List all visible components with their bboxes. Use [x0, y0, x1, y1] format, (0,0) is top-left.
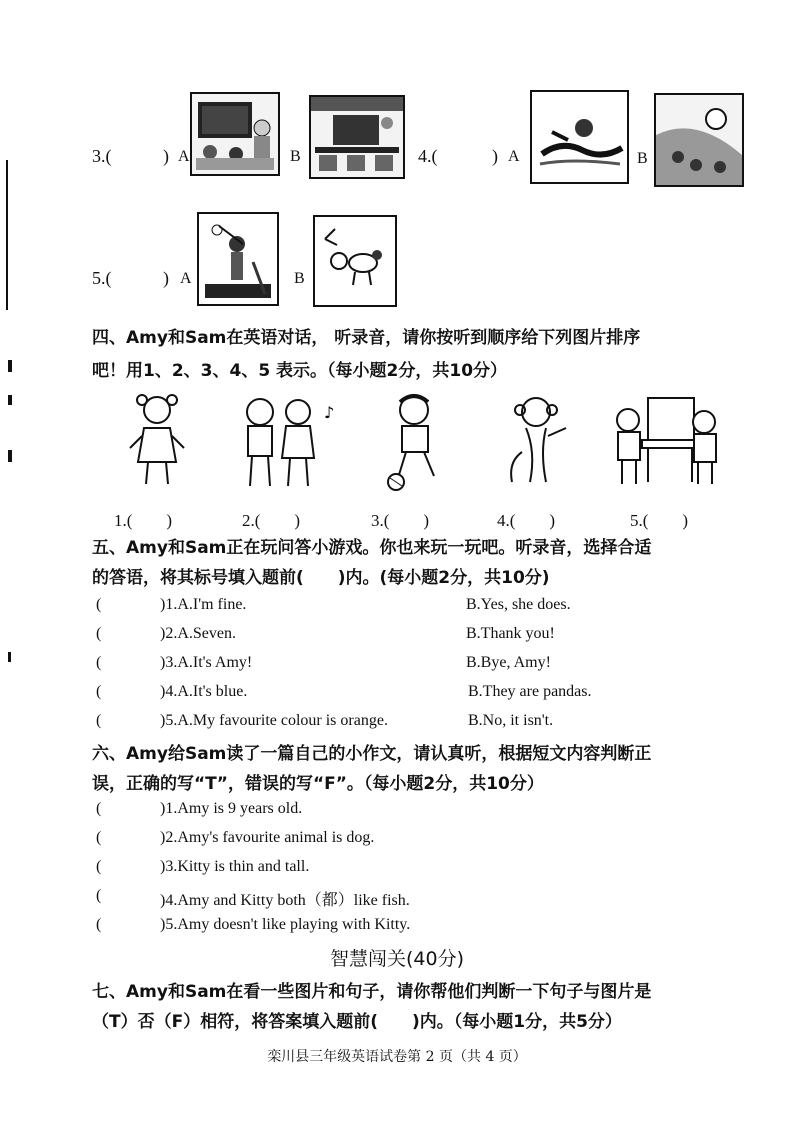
section4-blank-3[interactable]: 3.( ) — [371, 511, 430, 530]
binding-mark — [8, 360, 12, 372]
q3-option-b-label: B — [290, 148, 301, 165]
answer-paren[interactable]: ( — [96, 887, 102, 904]
statement: )2.Amy's favourite animal is dog. — [160, 829, 375, 846]
binding-mark — [8, 395, 12, 405]
statement: )1.Amy is 9 years old. — [160, 800, 303, 817]
section6-instruction-line1: 六、Amy给Sam读了一篇自己的小作文，请认真听，根据短文内容判断正 — [92, 744, 652, 764]
section4-picture-2[interactable] — [232, 392, 342, 492]
section5-instruction-line2: 的答语，将其标号填入题前( )内。(每小题2分，共10分) — [92, 568, 550, 588]
page-footer: 栾川县三年级英语试卷第 2 页（共 4 页） — [267, 1049, 527, 1065]
section4-picture-1[interactable] — [126, 392, 188, 492]
answer-paren[interactable]: ( — [96, 858, 102, 875]
q5-picture-a[interactable] — [197, 212, 279, 306]
section4-blank-1[interactable]: 1.( ) — [114, 511, 173, 530]
q4-number: 4.( — [418, 146, 438, 166]
option-b: B.Bye, Amy! — [466, 654, 551, 671]
svg-text:♪: ♪ — [324, 403, 335, 422]
statement: )3.Kitty is thin and tall. — [160, 858, 310, 875]
q3-picture-b[interactable] — [309, 95, 405, 179]
q4-option-b-label: B — [637, 150, 648, 167]
option-b: B.Yes, she does. — [466, 596, 571, 613]
section4-blank-2[interactable]: 2.( ) — [242, 511, 301, 530]
binding-mark — [8, 450, 12, 462]
option-a: )4.A.It's blue. — [160, 683, 248, 700]
q3-option-a-label: A — [178, 148, 190, 165]
statement: )4.Amy and Kitty both（都）like fish. — [160, 892, 410, 909]
q4-close: ) — [492, 146, 498, 166]
q3-close: ) — [163, 146, 169, 166]
section4-picture-4[interactable] — [502, 392, 574, 492]
section7-instruction-line2: （T）否（F）相符，将答案填入题前( )内。（每小题1分，共5分） — [92, 1012, 622, 1032]
option-b: B.They are pandas. — [468, 683, 592, 700]
option-b: B.No, it isn't. — [468, 712, 554, 729]
section4-picture-3[interactable] — [378, 390, 450, 492]
section7-instruction-line1: 七、Amy和Sam在看一些图片和句子，请你帮他们判断一下句子与图片是 — [92, 982, 652, 1002]
section6-instruction-line2: 误，正确的写“T”，错误的写“F”。（每小题2分，共10分） — [92, 774, 544, 794]
q5-picture-b[interactable] — [313, 215, 397, 307]
q5-number: 5.( — [92, 268, 112, 288]
answer-paren[interactable]: ( — [96, 829, 102, 846]
q4-option-a-label: A — [508, 148, 520, 165]
binding-mark — [8, 652, 11, 662]
q3-picture-a[interactable] — [190, 92, 280, 176]
q5-option-b-label: B — [294, 270, 305, 287]
option-a: )3.A.It's Amy! — [160, 654, 253, 671]
q4-picture-a[interactable] — [530, 90, 629, 184]
q4-picture-b[interactable] — [654, 93, 744, 187]
statement: )5.Amy doesn't like playing with Kitty. — [160, 916, 411, 933]
answer-paren[interactable]: ( — [96, 800, 102, 817]
option-b: B.Thank you! — [466, 625, 555, 642]
answer-paren[interactable]: ( — [96, 712, 102, 729]
option-a: )2.A.Seven. — [160, 625, 236, 642]
q3-number: 3.( — [92, 146, 112, 166]
section4-picture-5[interactable] — [610, 392, 720, 492]
answer-paren[interactable]: ( — [96, 683, 102, 700]
binding-line — [6, 160, 8, 310]
q5-close: ) — [163, 268, 169, 288]
answer-paren[interactable]: ( — [96, 654, 102, 671]
option-a: )5.A.My favourite colour is orange. — [160, 712, 388, 729]
section4-instruction-line2: 吧！用1、2、3、4、5 表示。（每小题2分，共10分） — [92, 361, 508, 381]
answer-paren[interactable]: ( — [96, 596, 102, 613]
answer-paren[interactable]: ( — [96, 625, 102, 642]
part-title: 智慧闯关(40分) — [329, 948, 464, 970]
section4-blank-5[interactable]: 5.( ) — [630, 511, 689, 530]
section4-blank-4[interactable]: 4.( ) — [497, 511, 556, 530]
section4-instruction-line1: 四、Amy和Sam在英语对话， 听录音，请你按听到顺序给下列图片排序 — [92, 328, 641, 348]
section5-instruction-line1: 五、Amy和Sam正在玩问答小游戏。你也来玩一玩吧。听录音，选择合适 — [92, 538, 652, 558]
answer-paren[interactable]: ( — [96, 916, 102, 933]
q5-option-a-label: A — [180, 270, 192, 287]
option-a: )1.A.I'm fine. — [160, 596, 247, 613]
